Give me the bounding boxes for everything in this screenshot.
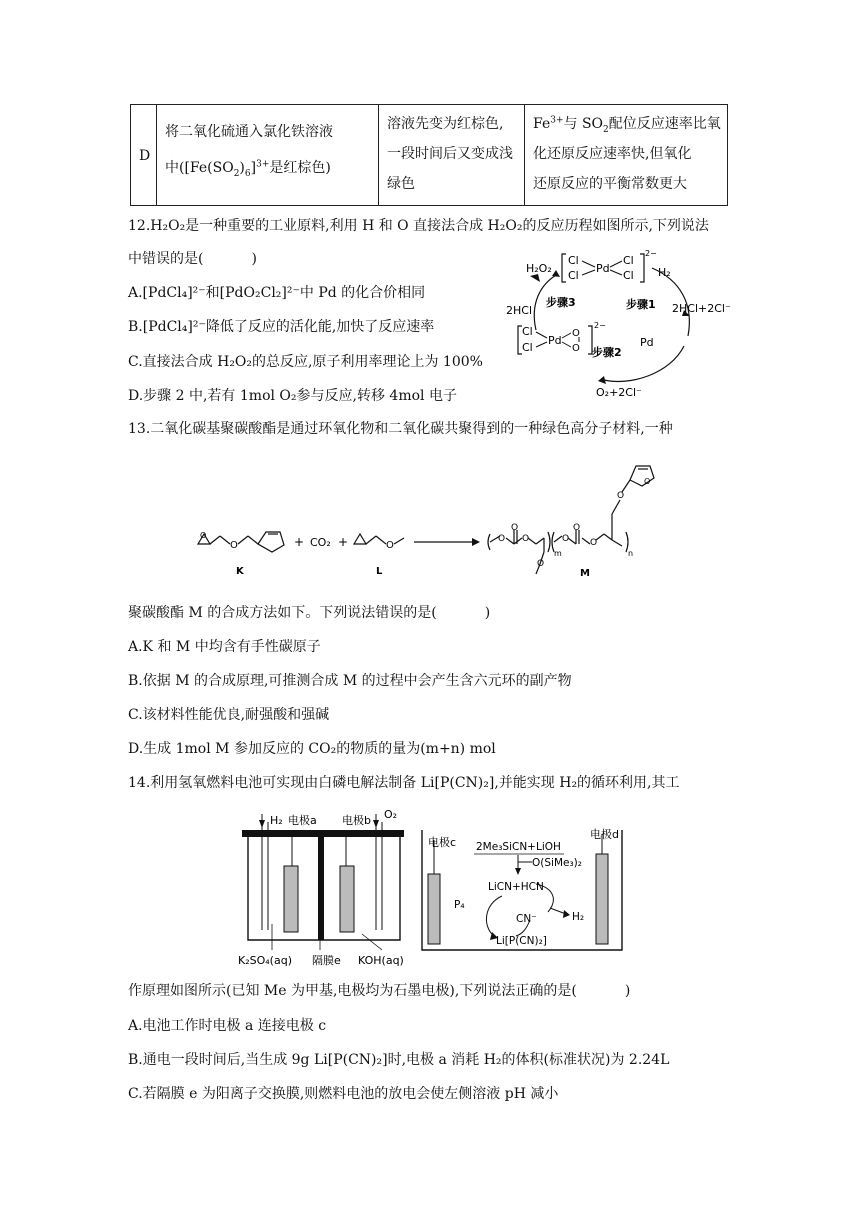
q13-reaction-scheme [190,452,720,582]
oxygen-atom: O [644,477,651,486]
left-input-label: 2HCl [506,304,533,317]
q13-option-d: D.生成 1mol M 参加反应的 CO₂的物质的量为(m+n) mol [128,741,496,757]
pd-atom-label: Pd [640,336,654,349]
p4-label: P₄ [454,899,465,911]
koh-label: KOH(aq) [358,954,404,967]
label-m: M [580,568,590,579]
operation-line-1: 将二氧化硫通入氯化铁溶液 [165,124,333,140]
q13-option-b: B.依据 M 的合成原理,可推测合成 M 的过程中会产生含六元环的副产物 [128,673,572,689]
h2o2-label: H₂O₂ [526,262,552,275]
o2-in-label: O₂ [384,808,398,821]
cl-label: Cl [522,341,533,354]
cl-label: Cl [568,269,579,282]
h2-label: H₂ [658,266,671,279]
electrode-b-rod [340,866,354,932]
table-cell-label [131,105,157,205]
k2so4-label: K₂SO₄(aq) [238,954,292,967]
pd-label: Pd [548,334,562,347]
arrow-head [472,538,480,546]
electrode-d-rod [596,854,608,944]
oxygen-atom: O [230,540,238,551]
arrow-head [552,270,560,277]
reagent-top-label: 2Me₃SiCN+LiOH [476,841,561,853]
oxygen-atom: O [590,538,598,548]
q13-option-a: A.K 和 M 中均含有手性碳原子 [128,639,321,655]
label-l: L [376,566,383,577]
h2-in-label: H₂ [270,814,283,827]
operation-line-2: 中($[Fe(SO_2)_6]^{3+}$是红棕色) [165,159,331,179]
product-label: Li[P(CN)₂] [496,935,547,947]
molecule-k [198,532,284,552]
q12-catalytic-cycle-diagram [500,244,750,404]
right-output-label: 2HCl+2Cl⁻ [672,302,731,315]
pd-label: Pd [596,262,610,275]
byproduct-label: O(SiMe₃)₂ [532,857,582,869]
conclusion-line-3: 还原反应的平衡常数更大 [533,176,687,192]
electrode-c-label: 电极c [428,836,457,849]
cl-label: Cl [623,269,634,282]
cl-label: Cl [568,254,579,267]
q12-option-b: B.[PdCl₄]²⁻降低了反应的活化能,加快了反应速率 [128,319,435,335]
q14-option-c: C.若隔膜 e 为阳离子交换膜,则燃料电池的放电会使左侧溶液 pH 减小 [128,1086,559,1102]
q14-stem-line-2: 作原理如图所示(已知 Me 为甲基,电极均为石墨电极),下列说法正确的是( ) [128,983,631,999]
subscript-n: n [628,549,634,558]
cn-label: CN⁻ [516,913,537,925]
q12-option-a: A.[PdCl₄]²⁻和[PdO₂Cl₂]²⁻中 Pd 的化合价相同 [128,285,426,301]
phenomenon-line-1: 溶液先变为红棕色, [387,116,504,132]
electrode-d-label: 电极d [590,828,619,841]
phenomenon-line-3: 绿色 [387,176,415,192]
electrode-c-rod [428,874,440,944]
oxygen-atom: O [498,534,506,544]
q14-stem-line-1: 14.利用氢氧燃料电池可实现由白磷电解法制备 Li[P(CN)₂],并能实现 H₂的循环利用,其工 [128,775,680,791]
table-cell-operation [157,105,379,205]
membrane-e [318,837,324,940]
oxygen-atom: O [522,534,530,544]
o-label: O [572,343,580,354]
table-cell-conclusion [525,105,728,205]
cl-label: Cl [522,325,533,338]
oxygen-atom: O [573,523,581,533]
o-label: O [572,328,580,339]
cl-label: Cl [623,254,634,267]
oxygen-atom: O [511,523,519,533]
lican-label: LiCN+HCN [488,881,544,893]
co2-label: CO₂ [310,536,331,549]
conclusion-line-1: $Fe^{3+}$与 $SO_2$配位反应速率比氧 [533,115,721,135]
plus-sign: + [338,535,349,549]
electrode-a-label: 电极a [288,814,317,827]
oxygen-atom: O [562,534,570,544]
q13-stem-line-2: 聚碳酸酯 M 的合成方法如下。下列说法错误的是( ) [128,605,491,621]
plus-sign: + [294,535,305,549]
electrode-a-rod [284,866,298,932]
step1-label: 步骤1 [626,298,656,311]
electrode-b-label: 电极b [342,814,371,827]
q12-stem-line-1: 12.H₂O₂是一种重要的工业原料,利用 H 和 O 直接法合成 H₂O₂的反应历程如图所示,下列说法 [128,218,709,234]
oxygen-atom: O [386,540,394,551]
oxygen-atom: O [617,491,625,501]
q12-stem-line-2: 中错误的是( ) [128,251,257,267]
charge-label: 2− [594,321,606,330]
oxygen-atom: O [537,559,545,569]
row-label: D [139,148,151,164]
oxygen-atom: O [200,531,207,540]
h2-out-label: H₂ [572,911,585,923]
conclusion-line-2: 化还原反应速率快,但氧化 [533,146,692,162]
q12-option-d: D.步骤 2 中,若有 1mol O₂参与反应,转移 4mol 电子 [128,388,457,404]
membrane-e-label: 隔膜e [312,954,341,967]
pdcl4-complex [562,249,657,282]
label-k: K [236,566,244,577]
step3-label: 步骤3 [546,296,576,309]
q13-stem-line-1: 13.二氧化碳基聚碳酸酯是通过环氧化物和二氧化碳共聚得到的一种绿色高分子材料,一种 [128,421,673,437]
q14-cell-diagram [232,800,732,970]
q14-option-b: B.通电一段时间后,当生成 9g Li[P(CN)₂]时,电极 a 消耗 H₂的体积(标准状况)为 2.24L [128,1052,670,1068]
arrow-head [530,274,540,282]
q14-option-a: A.电池工作时电极 a 连接电极 c [128,1018,327,1034]
arrow-head [598,376,606,384]
step2-label: 步骤2 [592,346,622,359]
table-cell-phenomenon [379,105,525,205]
fuel-cell [242,814,404,950]
molecule-l [354,534,404,544]
subscript-m: m [554,549,562,558]
q13-option-c: C.该材料性能优良,耐强酸和强碱 [128,707,330,723]
bottom-input-label: O₂+2Cl⁻ [596,386,642,399]
phenomenon-line-2: 一段时间后又变成浅 [387,146,513,162]
charge-label: 2− [645,249,657,258]
answer-table-row-d [130,104,728,206]
q12-option-c: C.直接法合成 H₂O₂的总反应,原子利用率理论上为 100% [128,354,483,370]
